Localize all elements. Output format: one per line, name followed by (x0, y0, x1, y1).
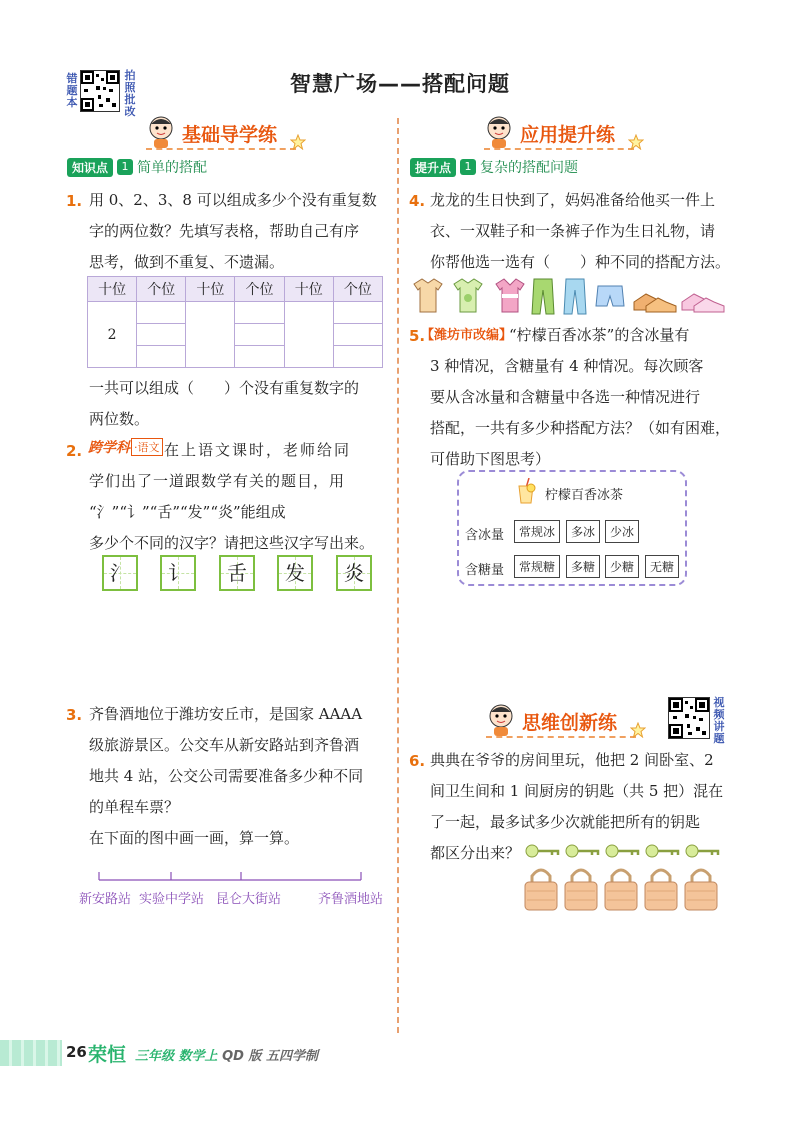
sugar-option: 常规糖 (514, 555, 560, 578)
lock-icon (525, 870, 557, 910)
shorts-icon (596, 286, 624, 306)
kp-number-icon: 1 (460, 159, 476, 175)
key-icon (646, 845, 678, 857)
answer-cell[interactable] (284, 302, 333, 368)
section-title-applied: 应用提升练 (520, 124, 616, 146)
answer-cell[interactable] (333, 302, 382, 324)
lock-icon (645, 870, 677, 910)
footer-info (135, 1045, 318, 1064)
q5-line-2: 3 种情况，含糖量有 4 种情况。每次顾客 (430, 357, 704, 375)
station-label: 实验中学站 (139, 892, 205, 907)
answer-cell[interactable] (235, 302, 284, 324)
tshirt-icon (414, 279, 442, 312)
section-underline (486, 736, 636, 738)
table-header: 十位 (186, 277, 235, 302)
digits-table (87, 276, 383, 368)
q5-line-3: 要从含冰量和含糖量中各选一种情况进行 (430, 388, 701, 406)
ice-label: 含冰量 (465, 528, 505, 543)
key-icon (686, 845, 718, 857)
answer-cell[interactable] (137, 302, 186, 324)
drink-name: 柠檬百香冰茶 (545, 488, 624, 503)
footer-bar (0, 1040, 62, 1066)
station-label: 昆仑大街站 (216, 892, 282, 907)
left-qr-label-a: 错题本 (66, 72, 78, 109)
q6-line-2: 间卫生间和 1 间厨房的钥匙（共 5 把）混在 (430, 782, 724, 800)
q4-number: 4. (409, 192, 426, 210)
char-box: 炎 (336, 555, 372, 591)
pants-icon (532, 279, 554, 314)
char-box: 舌 (219, 555, 255, 591)
kid-icon (484, 114, 514, 148)
q5-source-tag: 【潍坊市改编】 (421, 328, 513, 343)
table-header: 十位 (88, 277, 137, 302)
kid-icon (486, 702, 516, 736)
q2-line-2: 学们出了一道跟数学有关的题目，用 (89, 472, 346, 490)
answer-cell[interactable] (235, 324, 284, 346)
q1-number: 1. (66, 192, 83, 210)
q4-line-1: 龙龙的生日快到了，妈妈准备给他买一件上 (430, 191, 716, 209)
q2-line-1: 在上语文课时，老师给同 (164, 441, 352, 459)
q1-line-2: 字的两位数？先填写表格，帮助自己有序 (89, 222, 360, 240)
char-box: 讠 (160, 555, 196, 591)
shoes-icon (634, 294, 676, 312)
subject-tag: 跨学科 (88, 440, 130, 456)
key-icon (566, 845, 598, 857)
q6-line-1: 典典在爷爷的房间里玩，他把 2 间卧室、2 (430, 751, 714, 769)
answer-cell[interactable] (186, 302, 235, 368)
column-divider (397, 118, 399, 1033)
key-icon (606, 845, 638, 857)
footer-edition: QD 版 五四学制 (222, 1049, 318, 1064)
knowledge-point (67, 157, 207, 177)
sugar-option: 无糖 (645, 555, 679, 578)
table-header: 十位 (284, 277, 333, 302)
polo-shirt-icon (496, 279, 524, 312)
subject-tag-sub: ·语文 (131, 438, 163, 456)
qr-code[interactable] (668, 697, 710, 739)
star-icon (628, 134, 644, 150)
clothing-items-illustration (410, 276, 730, 316)
q3-line-3: 地共 4 站，公交公司需要准备多少种不同 (89, 767, 364, 785)
ice-option: 常规冰 (514, 520, 560, 543)
q5-line-4: 搭配，一共有多少种搭配方法？（如有困难， (430, 419, 731, 437)
q6-line-3: 了一起，最多试多少次就能把所有的钥匙 (430, 813, 701, 831)
page-number: 26 (66, 1043, 87, 1061)
star-icon (290, 134, 306, 150)
lock-icon (605, 870, 637, 910)
q3-line-4: 的单程车票？ (89, 798, 180, 816)
sugar-label: 含糖量 (465, 563, 505, 578)
right-qr-label: 视频讲题 (713, 696, 725, 745)
kp-text: 简单的搭配 (137, 160, 208, 176)
kp-tag: 提升点 (410, 158, 456, 177)
sneakers-icon (682, 294, 724, 312)
locks-illustration (522, 864, 722, 912)
star-icon (630, 722, 646, 738)
char-box: 发 (277, 555, 313, 591)
page-title: 智慧广场——搭配问题 (290, 72, 510, 96)
q2-line-3: “氵”“讠”“舌”“发”“炎”能组成 (89, 503, 286, 521)
answer-cell[interactable] (235, 346, 284, 368)
left-qr-label-b: 拍照批改 (124, 69, 136, 118)
char-grid (102, 555, 372, 591)
bus-route-line (95, 868, 365, 884)
table-header: 个位 (137, 277, 186, 302)
sugar-option: 多糖 (566, 555, 600, 578)
answer-cell[interactable] (137, 346, 186, 368)
q5-line-5: 可借助下图思考） (430, 450, 551, 468)
keys-illustration (524, 840, 724, 862)
lock-icon (565, 870, 597, 910)
tshirt-icon (454, 279, 482, 312)
answer-cell[interactable] (137, 324, 186, 346)
station-label: 新安路站 (79, 892, 132, 907)
footer-grade: 三年级 数学上 (135, 1049, 218, 1064)
section-underline (484, 148, 634, 150)
ice-option: 多冰 (566, 520, 600, 543)
q2-number: 2. (66, 442, 83, 460)
answer-cell[interactable] (333, 324, 382, 346)
kid-icon (146, 114, 176, 148)
answer-cell[interactable] (333, 346, 382, 368)
q4-line-2: 衣、一双鞋子和一条裤子作为生日礼物，请 (430, 222, 716, 240)
table-cell-tens: 2 (88, 302, 137, 368)
sugar-option: 少糖 (605, 555, 639, 578)
q6-line-4: 都区分出来？ (430, 844, 521, 862)
q1-line-1: 用 0、2、3、8 可以组成多少个没有重复数 (89, 191, 377, 209)
table-header: 个位 (235, 277, 284, 302)
ice-option: 少冰 (605, 520, 639, 543)
kp-number-icon: 1 (117, 159, 133, 175)
section-underline (146, 148, 296, 150)
q6-number: 6. (409, 752, 426, 770)
kp-tag: 知识点 (67, 158, 113, 177)
q1-after-1: 一共可以组成（ ）个没有重复数字的 (89, 379, 360, 397)
pants-icon (564, 279, 586, 314)
table-header: 个位 (333, 277, 382, 302)
q3-line-2: 级旅游景区。公交车从新安路站到齐鲁酒 (89, 736, 360, 754)
q5-line-1: “柠檬百香冰茶”的含冰量有 (509, 326, 690, 344)
q2-tag (88, 437, 163, 457)
q1-line-3: 思考，做到不重复、不遗漏。 (89, 253, 285, 271)
kp-text: 复杂的搭配问题 (480, 160, 579, 176)
q1-after-2: 两位数。 (89, 410, 150, 428)
q3-number: 3. (66, 706, 83, 724)
key-icon (526, 845, 558, 857)
q4-line-3: 你帮他选一选有（ ）种不同的搭配方法。 (430, 253, 731, 271)
q5-number: 5. (409, 327, 426, 345)
section-title-basic: 基础导学练 (182, 124, 278, 146)
brand-logo: 荣恒 (88, 1044, 127, 1066)
q3-line-5: 在下面的图中画一画，算一算。 (89, 829, 300, 847)
improvement-point (410, 157, 578, 177)
char-box: 氵 (102, 555, 138, 591)
station-label: 齐鲁酒地站 (318, 892, 384, 907)
section-title-thinking: 思维创新练 (522, 712, 618, 734)
q2-line-4: 多少个不同的汉字？请把这些汉字写出来。 (89, 534, 375, 552)
q3-line-1: 齐鲁酒地位于潍坊安丘市，是国家 AAAA (89, 705, 363, 723)
drink-cup-icon (515, 478, 537, 504)
lock-icon (685, 870, 717, 910)
